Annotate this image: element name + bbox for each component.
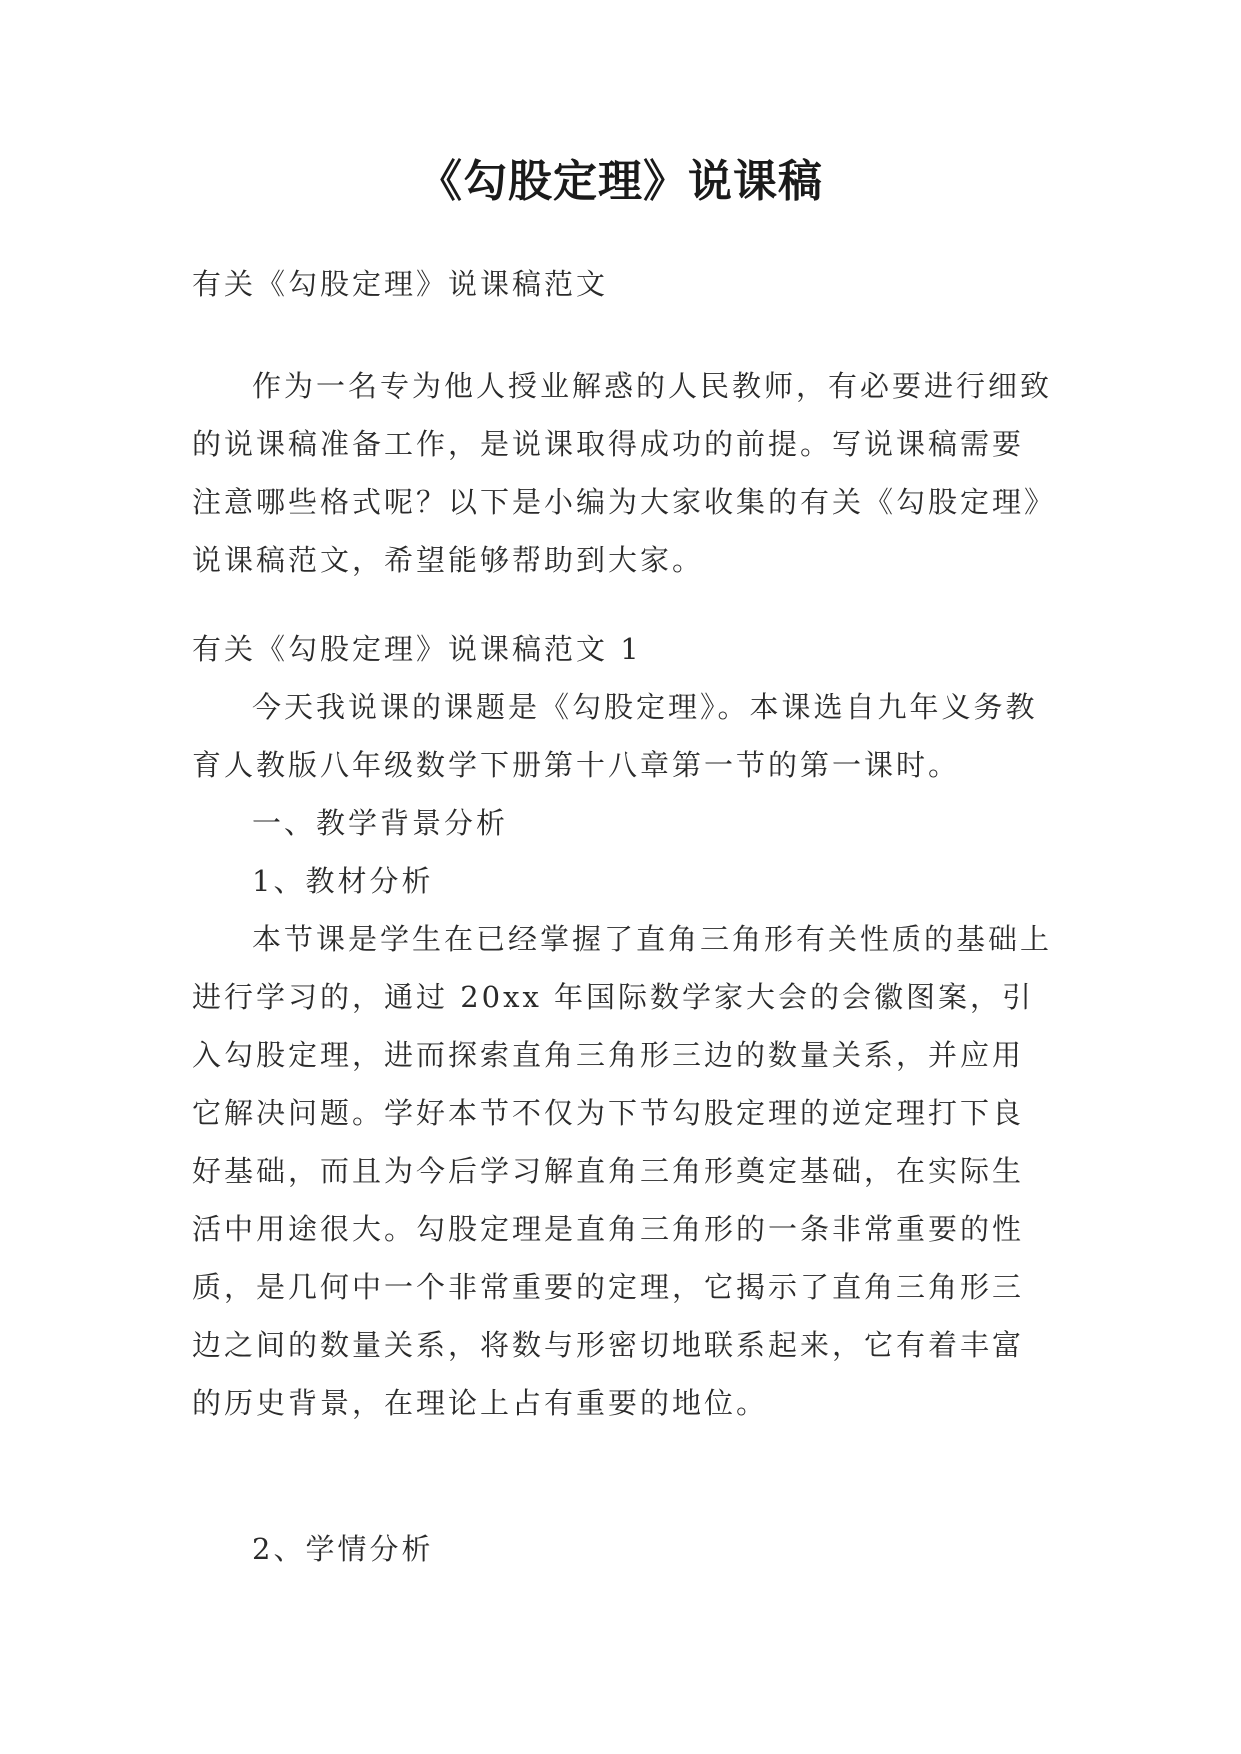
part-one-heading: 一、教学背景分析 [252,806,509,840]
item-one-heading: 1、教材分析 [252,864,434,898]
section-heading: 有关《勾股定理》说课稿范文 1 [192,632,642,666]
document-title: 《勾股定理》说课稿 [418,156,823,207]
item-two-heading: 2、学情分析 [252,1532,434,1566]
intro-paragraph: 作为一名专为他人授业解惑的人民教师，有必要进行细致的说课稿准备工作，是说课取得成功的前提。写说课稿需要注意哪些格式呢？以下是小编为大家收集的有关《勾股定理》说课稿范文，希望能够帮助到大家。 [192,369,1053,577]
textbook-analysis-paragraph: 本节课是学生在已经掌握了直角三角形有关性质的基础上进行学习的，通过 20xx 年国际数学家大会的会徽图案，引入勾股定理，进而探索直角三角形三边的数量关系，并应用它解决问题。学好本节不仅为下节勾股定理的逆定理打下良好基础，而且为今后学习解直角三角形奠定基础，在实际生活中用途很大。勾股定理是直角三角形的一条非常重要的性质，是几何中一个非常重要的定理，它揭示了直角三角形三边之间的数量关系，将数与形密切地联系起来，它有着丰富的历史背景，在理论上占有重要的地位。 [192,922,1053,1420]
lesson-intro-paragraph: 今天我说课的课题是《勾股定理》。本课选自九年义务教育人教版八年级数学下册第十八章第一节的第一课时。 [192,690,1038,782]
document-subtitle: 有关《勾股定理》说课稿范文 [192,267,609,301]
